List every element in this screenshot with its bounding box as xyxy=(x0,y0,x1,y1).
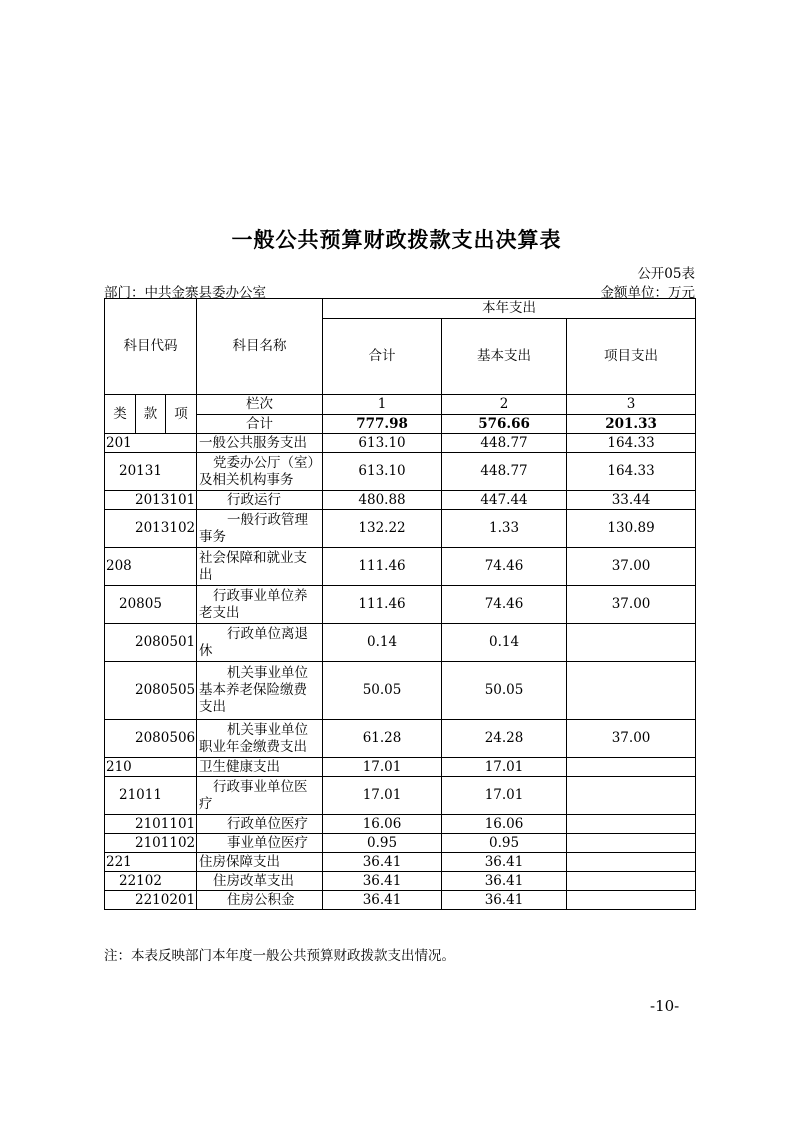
row-total: 16.06 xyxy=(323,815,442,834)
row-code: 210 xyxy=(105,758,197,777)
header-code: 科目代码 xyxy=(105,299,197,395)
header-basic: 基本支出 xyxy=(442,319,567,395)
row-code: 201 xyxy=(105,434,197,453)
row-code: 2101101 xyxy=(105,815,197,834)
table-row xyxy=(105,853,696,872)
row-code: 22102 xyxy=(105,872,197,891)
page-number: -10- xyxy=(650,997,680,1015)
row-name: 一般行政管理事务 xyxy=(197,510,323,548)
total-row-project: 201.33 xyxy=(567,415,696,434)
table-row xyxy=(105,891,696,910)
row-name: 党委办公厅（室）及相关机构事务 xyxy=(197,453,323,491)
unit-label: 金额单位：万元 xyxy=(600,285,695,301)
row-project xyxy=(567,758,696,777)
row-code: 208 xyxy=(105,548,197,586)
total-row-total: 777.98 xyxy=(323,415,442,434)
row-name: 机关事业单位基本养老保险缴费支出 xyxy=(197,662,323,720)
table-row xyxy=(105,548,696,586)
row-total: 36.41 xyxy=(323,891,442,910)
row-basic: 1.33 xyxy=(442,510,567,548)
table-row xyxy=(105,758,696,777)
row-code: 221 xyxy=(105,853,197,872)
row-project xyxy=(567,891,696,910)
row-project: 33.44 xyxy=(567,491,696,510)
row-name: 卫生健康支出 xyxy=(197,758,323,777)
col-index-2: 2 xyxy=(442,395,567,415)
row-project: 130.89 xyxy=(567,510,696,548)
row-project: 37.00 xyxy=(567,548,696,586)
row-name: 住房公积金 xyxy=(197,891,323,910)
row-name: 社会保障和就业支出 xyxy=(197,548,323,586)
row-total: 0.95 xyxy=(323,834,442,853)
table-row xyxy=(105,624,696,662)
row-basic: 16.06 xyxy=(442,815,567,834)
row-name: 住房保障支出 xyxy=(197,853,323,872)
row-total: 613.10 xyxy=(323,434,442,453)
row-project xyxy=(567,872,696,891)
header-kuan: 款 xyxy=(136,395,166,434)
row-basic: 17.01 xyxy=(442,758,567,777)
row-basic: 448.77 xyxy=(442,453,567,491)
row-basic: 24.28 xyxy=(442,720,567,758)
header-xiang: 项 xyxy=(166,395,197,434)
row-basic: 50.05 xyxy=(442,662,567,720)
row-total: 132.22 xyxy=(323,510,442,548)
header-total: 合计 xyxy=(323,319,442,395)
row-total: 111.46 xyxy=(323,586,442,624)
row-code: 2013102 xyxy=(105,510,197,548)
row-name: 机关事业单位职业年金缴费支出 xyxy=(197,720,323,758)
total-row-name: 合计 xyxy=(197,415,323,434)
row-code: 20131 xyxy=(105,453,197,491)
expenditure-table xyxy=(104,298,696,910)
table-row xyxy=(105,586,696,624)
row-code: 2080506 xyxy=(105,720,197,758)
row-basic: 17.01 xyxy=(442,777,567,815)
row-code: 2080501 xyxy=(105,624,197,662)
row-code: 20805 xyxy=(105,586,197,624)
row-code: 2210201 xyxy=(105,891,197,910)
row-total: 17.01 xyxy=(323,777,442,815)
header-lanci: 栏次 xyxy=(197,395,323,415)
table-row xyxy=(105,777,696,815)
row-name: 住房改革支出 xyxy=(197,872,323,891)
row-project xyxy=(567,834,696,853)
table-row xyxy=(105,434,696,453)
row-basic: 74.46 xyxy=(442,548,567,586)
row-project xyxy=(567,853,696,872)
row-total: 50.05 xyxy=(323,662,442,720)
row-basic: 0.14 xyxy=(442,624,567,662)
col-index-3: 3 xyxy=(567,395,696,415)
row-basic: 36.41 xyxy=(442,853,567,872)
row-basic: 447.44 xyxy=(442,491,567,510)
row-basic: 74.46 xyxy=(442,586,567,624)
row-name: 行政运行 xyxy=(197,491,323,510)
row-code: 2013101 xyxy=(105,491,197,510)
department-label: 部门：中共金寨县委办公室 xyxy=(104,285,266,301)
header-name: 科目名称 xyxy=(197,299,323,395)
row-basic: 448.77 xyxy=(442,434,567,453)
row-basic: 0.95 xyxy=(442,834,567,853)
row-total: 0.14 xyxy=(323,624,442,662)
total-row-basic: 576.66 xyxy=(442,415,567,434)
row-project xyxy=(567,624,696,662)
table-row xyxy=(105,720,696,758)
row-total: 111.46 xyxy=(323,548,442,586)
table-note: 注：本表反映部门本年度一般公共预算财政拨款支出情况。 xyxy=(104,948,455,964)
row-total: 36.41 xyxy=(323,853,442,872)
row-total: 61.28 xyxy=(323,720,442,758)
col-index-1: 1 xyxy=(323,395,442,415)
row-project xyxy=(567,777,696,815)
row-name: 行政单位医疗 xyxy=(197,815,323,834)
header-lei: 类 xyxy=(105,395,136,434)
row-project: 37.00 xyxy=(567,586,696,624)
table-row xyxy=(105,662,696,720)
header-current-year: 本年支出 xyxy=(323,299,696,319)
row-total: 17.01 xyxy=(323,758,442,777)
row-total: 613.10 xyxy=(323,453,442,491)
row-basic: 36.41 xyxy=(442,891,567,910)
table-row xyxy=(105,815,696,834)
row-project xyxy=(567,815,696,834)
page-title: 一般公共预算财政拨款支出决算表 xyxy=(231,228,562,252)
table-row xyxy=(105,510,696,548)
row-total: 36.41 xyxy=(323,872,442,891)
row-name: 行政单位离退休 xyxy=(197,624,323,662)
row-total: 480.88 xyxy=(323,491,442,510)
header-project: 项目支出 xyxy=(567,319,696,395)
form-number: 公开05表 xyxy=(637,266,695,282)
row-name: 行政事业单位养老支出 xyxy=(197,586,323,624)
row-name: 行政事业单位医疗 xyxy=(197,777,323,815)
row-basic: 36.41 xyxy=(442,872,567,891)
table-row xyxy=(105,453,696,491)
row-project: 164.33 xyxy=(567,434,696,453)
table-row xyxy=(105,491,696,510)
row-code: 2080505 xyxy=(105,662,197,720)
row-name: 一般公共服务支出 xyxy=(197,434,323,453)
row-name: 事业单位医疗 xyxy=(197,834,323,853)
table-row xyxy=(105,872,696,891)
row-code: 2101102 xyxy=(105,834,197,853)
row-project: 164.33 xyxy=(567,453,696,491)
row-project xyxy=(567,662,696,720)
row-project: 37.00 xyxy=(567,720,696,758)
table-row xyxy=(105,834,696,853)
row-code: 21011 xyxy=(105,777,197,815)
